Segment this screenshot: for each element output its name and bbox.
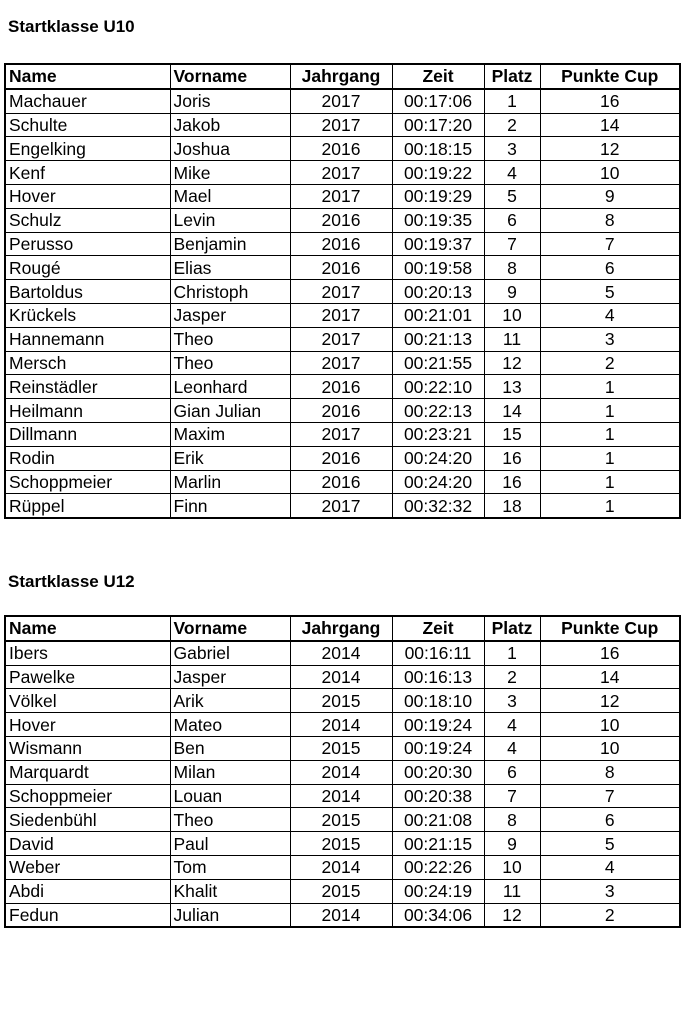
header-name: Name <box>5 616 170 641</box>
cell-zeit: 00:16:13 <box>392 665 484 689</box>
cell-punkte-cup: 1 <box>540 470 680 494</box>
cell-zeit: 00:22:13 <box>392 399 484 423</box>
cell-platz: 12 <box>484 903 540 927</box>
cell-platz: 4 <box>484 713 540 737</box>
cell-name: Machauer <box>5 89 170 113</box>
cell-punkte-cup: 1 <box>540 494 680 518</box>
cell-punkte-cup: 2 <box>540 903 680 927</box>
cell-vorname: Theo <box>170 351 290 375</box>
cell-punkte-cup: 8 <box>540 760 680 784</box>
cell-jahrgang: 2015 <box>290 832 392 856</box>
cell-zeit: 00:22:26 <box>392 855 484 879</box>
header-zeit: Zeit <box>392 64 484 89</box>
cell-jahrgang: 2014 <box>290 713 392 737</box>
cell-jahrgang: 2015 <box>290 689 392 713</box>
table-row <box>5 903 680 927</box>
cell-vorname: Mike <box>170 161 290 185</box>
cell-punkte-cup: 7 <box>540 232 680 256</box>
cell-zeit: 00:20:13 <box>392 280 484 304</box>
cell-name: Wismann <box>5 736 170 760</box>
table-row <box>5 232 680 256</box>
cell-name: Rougé <box>5 256 170 280</box>
cell-zeit: 00:21:15 <box>392 832 484 856</box>
cell-vorname: Paul <box>170 832 290 856</box>
cell-zeit: 00:19:22 <box>392 161 484 185</box>
cell-name: Rodin <box>5 446 170 470</box>
cell-platz: 8 <box>484 256 540 280</box>
table-row <box>5 303 680 327</box>
table-row <box>5 422 680 446</box>
table-row <box>5 760 680 784</box>
cell-jahrgang: 2017 <box>290 113 392 137</box>
table-row <box>5 375 680 399</box>
cell-platz: 6 <box>484 208 540 232</box>
cell-zeit: 00:34:06 <box>392 903 484 927</box>
table-row <box>5 832 680 856</box>
cell-name: Krückels <box>5 303 170 327</box>
cell-platz: 7 <box>484 784 540 808</box>
table-row <box>5 736 680 760</box>
cell-punkte-cup: 16 <box>540 89 680 113</box>
cell-zeit: 00:19:35 <box>392 208 484 232</box>
cell-zeit: 00:17:06 <box>392 89 484 113</box>
cell-jahrgang: 2015 <box>290 808 392 832</box>
cell-zeit: 00:19:24 <box>392 736 484 760</box>
cell-jahrgang: 2015 <box>290 879 392 903</box>
cell-name: Hannemann <box>5 327 170 351</box>
cell-punkte-cup: 10 <box>540 161 680 185</box>
cell-name: Kenf <box>5 161 170 185</box>
results-table-u10 <box>4 63 681 519</box>
section-u12-title: Startklasse U12 <box>8 572 135 591</box>
table-row <box>5 327 680 351</box>
cell-platz: 9 <box>484 280 540 304</box>
cell-punkte-cup: 12 <box>540 137 680 161</box>
cell-zeit: 00:24:19 <box>392 879 484 903</box>
table-row <box>5 855 680 879</box>
cell-vorname: Ben <box>170 736 290 760</box>
cell-jahrgang: 2017 <box>290 327 392 351</box>
cell-name: Hover <box>5 184 170 208</box>
cell-punkte-cup: 2 <box>540 351 680 375</box>
cell-vorname: Jasper <box>170 303 290 327</box>
cell-platz: 6 <box>484 760 540 784</box>
cell-punkte-cup: 9 <box>540 184 680 208</box>
cell-name: Völkel <box>5 689 170 713</box>
table-row <box>5 351 680 375</box>
cell-platz: 14 <box>484 399 540 423</box>
cell-name: David <box>5 832 170 856</box>
cell-platz: 16 <box>484 446 540 470</box>
cell-punkte-cup: 1 <box>540 422 680 446</box>
cell-name: Schoppmeier <box>5 470 170 494</box>
cell-vorname: Maxim <box>170 422 290 446</box>
cell-platz: 11 <box>484 327 540 351</box>
cell-punkte-cup: 6 <box>540 808 680 832</box>
cell-jahrgang: 2017 <box>290 303 392 327</box>
cell-jahrgang: 2014 <box>290 760 392 784</box>
cell-name: Perusso <box>5 232 170 256</box>
cell-zeit: 00:21:08 <box>392 808 484 832</box>
cell-name: Heilmann <box>5 399 170 423</box>
cell-platz: 1 <box>484 641 540 665</box>
cell-jahrgang: 2016 <box>290 375 392 399</box>
cell-name: Abdi <box>5 879 170 903</box>
table-row <box>5 399 680 423</box>
cell-vorname: Jasper <box>170 665 290 689</box>
cell-punkte-cup: 5 <box>540 832 680 856</box>
cell-vorname: Theo <box>170 808 290 832</box>
cell-jahrgang: 2017 <box>290 351 392 375</box>
cell-zeit: 00:21:13 <box>392 327 484 351</box>
cell-name: Fedun <box>5 903 170 927</box>
cell-name: Schoppmeier <box>5 784 170 808</box>
cell-platz: 11 <box>484 879 540 903</box>
results-table-u12 <box>4 615 681 928</box>
cell-punkte-cup: 1 <box>540 375 680 399</box>
cell-vorname: Elias <box>170 256 290 280</box>
cell-zeit: 00:32:32 <box>392 494 484 518</box>
cell-vorname: Milan <box>170 760 290 784</box>
cell-punkte-cup: 1 <box>540 399 680 423</box>
table-body <box>5 641 680 928</box>
header-punkte-cup: Punkte Cup <box>540 64 680 89</box>
cell-punkte-cup: 5 <box>540 280 680 304</box>
cell-vorname: Theo <box>170 327 290 351</box>
cell-name: Mersch <box>5 351 170 375</box>
cell-zeit: 00:19:37 <box>392 232 484 256</box>
cell-punkte-cup: 7 <box>540 784 680 808</box>
table-row <box>5 137 680 161</box>
cell-vorname: Gabriel <box>170 641 290 665</box>
section-u10-title: Startklasse U10 <box>8 17 135 36</box>
cell-vorname: Joshua <box>170 137 290 161</box>
cell-platz: 12 <box>484 351 540 375</box>
cell-vorname: Tom <box>170 855 290 879</box>
cell-zeit: 00:18:15 <box>392 137 484 161</box>
cell-name: Schulz <box>5 208 170 232</box>
header-jahrgang: Jahrgang <box>290 616 392 641</box>
cell-jahrgang: 2017 <box>290 494 392 518</box>
cell-zeit: 00:18:10 <box>392 689 484 713</box>
cell-vorname: Gian Julian <box>170 399 290 423</box>
cell-platz: 5 <box>484 184 540 208</box>
header-vorname: Vorname <box>170 616 290 641</box>
table-row <box>5 280 680 304</box>
cell-name: Weber <box>5 855 170 879</box>
cell-name: Engelking <box>5 137 170 161</box>
header-name: Name <box>5 64 170 89</box>
cell-platz: 2 <box>484 665 540 689</box>
cell-jahrgang: 2014 <box>290 903 392 927</box>
cell-punkte-cup: 14 <box>540 665 680 689</box>
table-row <box>5 879 680 903</box>
cell-vorname: Jakob <box>170 113 290 137</box>
cell-name: Hover <box>5 713 170 737</box>
cell-platz: 4 <box>484 736 540 760</box>
cell-zeit: 00:17:20 <box>392 113 484 137</box>
cell-jahrgang: 2014 <box>290 784 392 808</box>
cell-vorname: Finn <box>170 494 290 518</box>
cell-vorname: Marlin <box>170 470 290 494</box>
cell-jahrgang: 2016 <box>290 399 392 423</box>
cell-vorname: Erik <box>170 446 290 470</box>
header-platz: Platz <box>484 64 540 89</box>
cell-jahrgang: 2014 <box>290 641 392 665</box>
cell-vorname: Levin <box>170 208 290 232</box>
cell-jahrgang: 2016 <box>290 137 392 161</box>
cell-platz: 8 <box>484 808 540 832</box>
cell-jahrgang: 2017 <box>290 184 392 208</box>
cell-jahrgang: 2016 <box>290 470 392 494</box>
table-body <box>5 89 680 518</box>
cell-platz: 15 <box>484 422 540 446</box>
cell-vorname: Mael <box>170 184 290 208</box>
cell-vorname: Christoph <box>170 280 290 304</box>
cell-zeit: 00:19:58 <box>392 256 484 280</box>
cell-platz: 1 <box>484 89 540 113</box>
cell-jahrgang: 2017 <box>290 89 392 113</box>
cell-jahrgang: 2017 <box>290 422 392 446</box>
cell-platz: 3 <box>484 137 540 161</box>
cell-jahrgang: 2014 <box>290 855 392 879</box>
table-row <box>5 808 680 832</box>
table-header-row <box>5 64 680 89</box>
cell-jahrgang: 2014 <box>290 665 392 689</box>
cell-vorname: Mateo <box>170 713 290 737</box>
cell-name: Bartoldus <box>5 280 170 304</box>
cell-jahrgang: 2017 <box>290 161 392 185</box>
table-row <box>5 161 680 185</box>
table-row <box>5 665 680 689</box>
cell-vorname: Julian <box>170 903 290 927</box>
cell-punkte-cup: 14 <box>540 113 680 137</box>
header-vorname: Vorname <box>170 64 290 89</box>
cell-punkte-cup: 4 <box>540 855 680 879</box>
cell-platz: 3 <box>484 689 540 713</box>
cell-vorname: Joris <box>170 89 290 113</box>
cell-punkte-cup: 8 <box>540 208 680 232</box>
cell-jahrgang: 2017 <box>290 280 392 304</box>
table-row <box>5 689 680 713</box>
table-row <box>5 256 680 280</box>
cell-name: Siedenbühl <box>5 808 170 832</box>
cell-punkte-cup: 10 <box>540 713 680 737</box>
cell-vorname: Louan <box>170 784 290 808</box>
cell-platz: 10 <box>484 303 540 327</box>
cell-zeit: 00:23:21 <box>392 422 484 446</box>
header-punkte-cup: Punkte Cup <box>540 616 680 641</box>
cell-zeit: 00:20:30 <box>392 760 484 784</box>
cell-punkte-cup: 3 <box>540 879 680 903</box>
header-jahrgang: Jahrgang <box>290 64 392 89</box>
table-row <box>5 494 680 518</box>
cell-name: Schulte <box>5 113 170 137</box>
cell-zeit: 00:22:10 <box>392 375 484 399</box>
cell-punkte-cup: 1 <box>540 446 680 470</box>
cell-platz: 18 <box>484 494 540 518</box>
table-row <box>5 89 680 113</box>
cell-zeit: 00:16:11 <box>392 641 484 665</box>
cell-name: Dillmann <box>5 422 170 446</box>
cell-punkte-cup: 4 <box>540 303 680 327</box>
cell-vorname: Khalit <box>170 879 290 903</box>
table-header-row <box>5 616 680 641</box>
cell-name: Ibers <box>5 641 170 665</box>
cell-zeit: 00:24:20 <box>392 470 484 494</box>
cell-punkte-cup: 6 <box>540 256 680 280</box>
cell-name: Pawelke <box>5 665 170 689</box>
cell-name: Reinstädler <box>5 375 170 399</box>
cell-platz: 4 <box>484 161 540 185</box>
cell-vorname: Arik <box>170 689 290 713</box>
cell-platz: 10 <box>484 855 540 879</box>
cell-jahrgang: 2016 <box>290 446 392 470</box>
cell-name: Rüppel <box>5 494 170 518</box>
table-row <box>5 713 680 737</box>
header-zeit: Zeit <box>392 616 484 641</box>
cell-vorname: Leonhard <box>170 375 290 399</box>
table-row <box>5 113 680 137</box>
cell-platz: 7 <box>484 232 540 256</box>
cell-jahrgang: 2016 <box>290 208 392 232</box>
header-platz: Platz <box>484 616 540 641</box>
cell-zeit: 00:24:20 <box>392 446 484 470</box>
table-row <box>5 784 680 808</box>
cell-zeit: 00:19:24 <box>392 713 484 737</box>
cell-platz: 2 <box>484 113 540 137</box>
cell-punkte-cup: 3 <box>540 327 680 351</box>
cell-platz: 13 <box>484 375 540 399</box>
cell-zeit: 00:19:29 <box>392 184 484 208</box>
table-row <box>5 641 680 665</box>
cell-jahrgang: 2015 <box>290 736 392 760</box>
table-row <box>5 470 680 494</box>
cell-punkte-cup: 10 <box>540 736 680 760</box>
cell-name: Marquardt <box>5 760 170 784</box>
table-row <box>5 208 680 232</box>
cell-zeit: 00:21:55 <box>392 351 484 375</box>
cell-jahrgang: 2016 <box>290 232 392 256</box>
cell-jahrgang: 2016 <box>290 256 392 280</box>
cell-platz: 9 <box>484 832 540 856</box>
table-row <box>5 446 680 470</box>
cell-platz: 16 <box>484 470 540 494</box>
table-row <box>5 184 680 208</box>
cell-vorname: Benjamin <box>170 232 290 256</box>
cell-zeit: 00:20:38 <box>392 784 484 808</box>
cell-punkte-cup: 16 <box>540 641 680 665</box>
cell-punkte-cup: 12 <box>540 689 680 713</box>
cell-zeit: 00:21:01 <box>392 303 484 327</box>
